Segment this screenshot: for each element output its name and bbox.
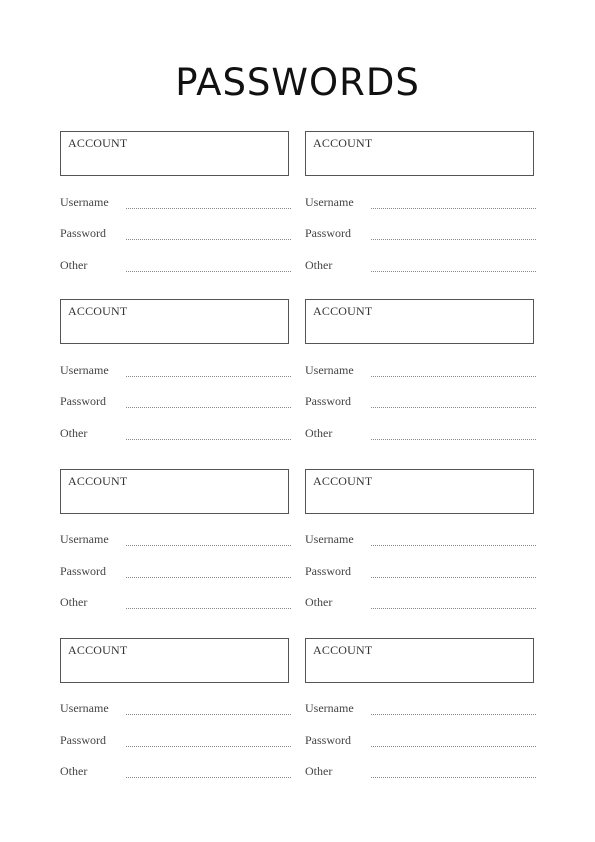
password-label: Password — [60, 226, 107, 240]
other-line — [126, 439, 291, 440]
password-label: Password — [60, 394, 107, 408]
password-field[interactable] — [305, 733, 536, 749]
password-line — [371, 746, 536, 747]
username-line — [126, 376, 291, 377]
username-field[interactable] — [305, 195, 536, 211]
password-line — [371, 239, 536, 240]
account-box[interactable] — [60, 299, 289, 344]
account-box[interactable] — [305, 299, 534, 344]
account-label: ACCOUNT — [68, 304, 128, 318]
account-box[interactable] — [60, 638, 289, 683]
account-box[interactable] — [305, 131, 534, 176]
username-label: Username — [60, 363, 109, 377]
username-field[interactable] — [60, 363, 291, 379]
username-label: Username — [60, 701, 109, 715]
password-label: Password — [305, 226, 352, 240]
account-label: ACCOUNT — [68, 136, 128, 150]
username-line — [371, 208, 536, 209]
password-line — [371, 577, 536, 578]
password-label: Password — [60, 733, 107, 747]
account-box[interactable] — [305, 469, 534, 514]
other-field[interactable] — [60, 258, 291, 274]
username-field[interactable] — [60, 532, 291, 548]
password-field[interactable] — [60, 394, 291, 410]
account-label: ACCOUNT — [313, 136, 373, 150]
password-line — [126, 407, 291, 408]
other-line — [371, 608, 536, 609]
other-line — [371, 777, 536, 778]
username-field[interactable] — [305, 363, 536, 379]
password-field[interactable] — [305, 394, 536, 410]
username-label: Username — [60, 532, 109, 546]
password-line — [126, 577, 291, 578]
username-label: Username — [60, 195, 109, 209]
username-field[interactable] — [305, 701, 536, 717]
password-label: Password — [305, 394, 352, 408]
username-label: Username — [305, 701, 354, 715]
account-label: ACCOUNT — [313, 304, 373, 318]
username-line — [126, 208, 291, 209]
password-field[interactable] — [305, 564, 536, 580]
other-label: Other — [305, 258, 333, 272]
other-field[interactable] — [305, 258, 536, 274]
other-line — [126, 608, 291, 609]
other-label: Other — [60, 258, 88, 272]
password-field[interactable] — [60, 733, 291, 749]
other-field[interactable] — [60, 764, 291, 780]
username-label: Username — [305, 532, 354, 546]
account-label: ACCOUNT — [313, 474, 373, 488]
other-field[interactable] — [305, 764, 536, 780]
other-field[interactable] — [305, 426, 536, 442]
account-label: ACCOUNT — [313, 643, 373, 657]
password-field[interactable] — [60, 226, 291, 242]
username-label: Username — [305, 195, 354, 209]
other-label: Other — [60, 764, 88, 778]
other-label: Other — [305, 426, 333, 440]
other-label: Other — [305, 595, 333, 609]
password-field[interactable] — [305, 226, 536, 242]
password-field[interactable] — [60, 564, 291, 580]
password-line — [371, 407, 536, 408]
password-label: Password — [305, 733, 352, 747]
account-label: ACCOUNT — [68, 474, 128, 488]
username-line — [371, 545, 536, 546]
other-line — [126, 271, 291, 272]
username-field[interactable] — [60, 195, 291, 211]
account-box[interactable] — [60, 469, 289, 514]
username-line — [371, 376, 536, 377]
password-line — [126, 239, 291, 240]
username-line — [126, 545, 291, 546]
other-label: Other — [305, 764, 333, 778]
account-box[interactable] — [305, 638, 534, 683]
account-box[interactable] — [60, 131, 289, 176]
password-label: Password — [60, 564, 107, 578]
other-field[interactable] — [60, 595, 291, 611]
other-line — [371, 271, 536, 272]
other-field[interactable] — [60, 426, 291, 442]
username-line — [371, 714, 536, 715]
username-field[interactable] — [305, 532, 536, 548]
account-label: ACCOUNT — [68, 643, 128, 657]
username-line — [126, 714, 291, 715]
password-label: Password — [305, 564, 352, 578]
other-label: Other — [60, 595, 88, 609]
password-line — [126, 746, 291, 747]
other-label: Other — [60, 426, 88, 440]
username-label: Username — [305, 363, 354, 377]
page-title: PASSWORDS — [175, 61, 420, 104]
other-field[interactable] — [305, 595, 536, 611]
other-line — [371, 439, 536, 440]
username-field[interactable] — [60, 701, 291, 717]
other-line — [126, 777, 291, 778]
